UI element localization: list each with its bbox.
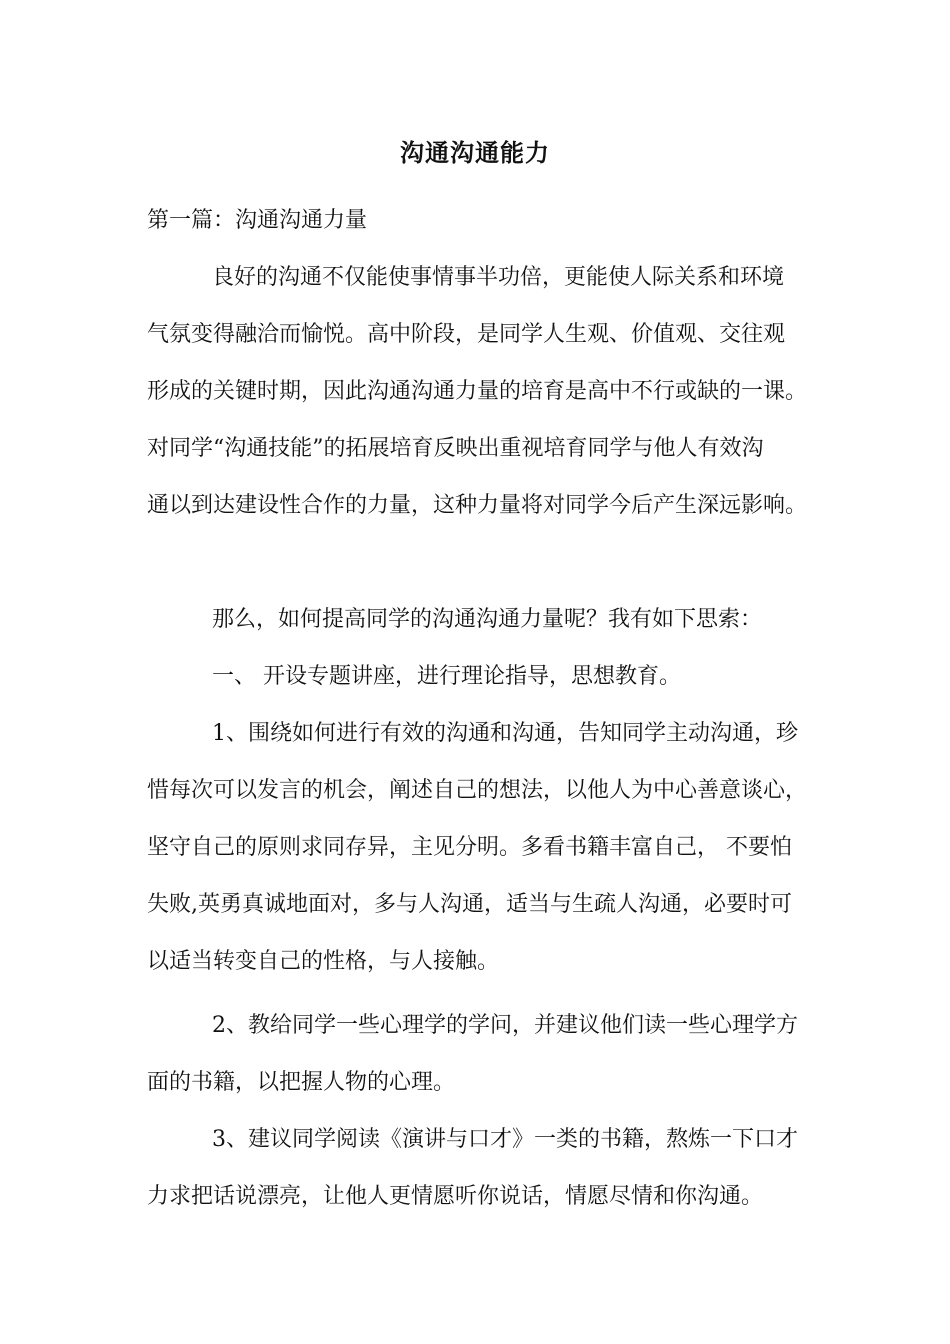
paragraph-line: 气氛变得融洽而愉悦。高中阶段，是同学人生观、价值观、交往观 — [147, 322, 786, 347]
item1-line: 失败,英勇真诚地面对，多与人沟通，适当与生疏人沟通，必要时可 — [147, 892, 792, 917]
item1-line: 惜每次可以发言的机会，阐述自己的想法，以他人为中心善意谈心， — [147, 778, 808, 803]
section-heading: 第一篇：沟通沟通力量 — [147, 208, 368, 233]
item1-line: 坚守自己的原则求同存异，主见分明。多看书籍丰富自己， 不要怕 — [147, 835, 792, 860]
paragraph-line: 良好的沟通不仅能使事情事半功倍，更能使人际关系和环境 — [212, 265, 785, 290]
paragraph-line: 对同学“沟通技能”的拓展培育反映出重视培育同学与他人有效沟 — [147, 436, 764, 461]
point-heading: 一、 开设专题讲座，进行理论指导，思想教育。 — [212, 664, 681, 689]
item1-line: 以适当转变自己的性格，与人接触。 — [147, 949, 500, 974]
question-line: 那么，如何提高同学的沟通沟通力量呢？我有如下思索： — [212, 607, 763, 632]
item1-line: 1、围绕如何进行有效的沟通和沟通，告知同学主动沟通，珍 — [212, 721, 798, 746]
document-title: 沟通沟通能力 — [400, 138, 550, 167]
item2-line: 2、教给同学一些心理学的学问，并建议他们读一些心理学方 — [212, 1013, 798, 1038]
item2-line: 面的书籍，以把握人物的心理。 — [147, 1070, 456, 1095]
paragraph-line: 通以到达建设性合作的力量，这种力量将对同学今后产生深远影响。 — [147, 493, 808, 518]
item3-line: 3、建议同学阅读《演讲与口才》一类的书籍，熬炼一下口才 — [212, 1127, 798, 1152]
paragraph-line: 形成的关键时期，因此沟通沟通力量的培育是高中不行或缺的一课。 — [147, 379, 808, 404]
item3-line: 力求把话说漂亮，让他人更情愿听你说话，情愿尽情和你沟通。 — [147, 1184, 764, 1209]
